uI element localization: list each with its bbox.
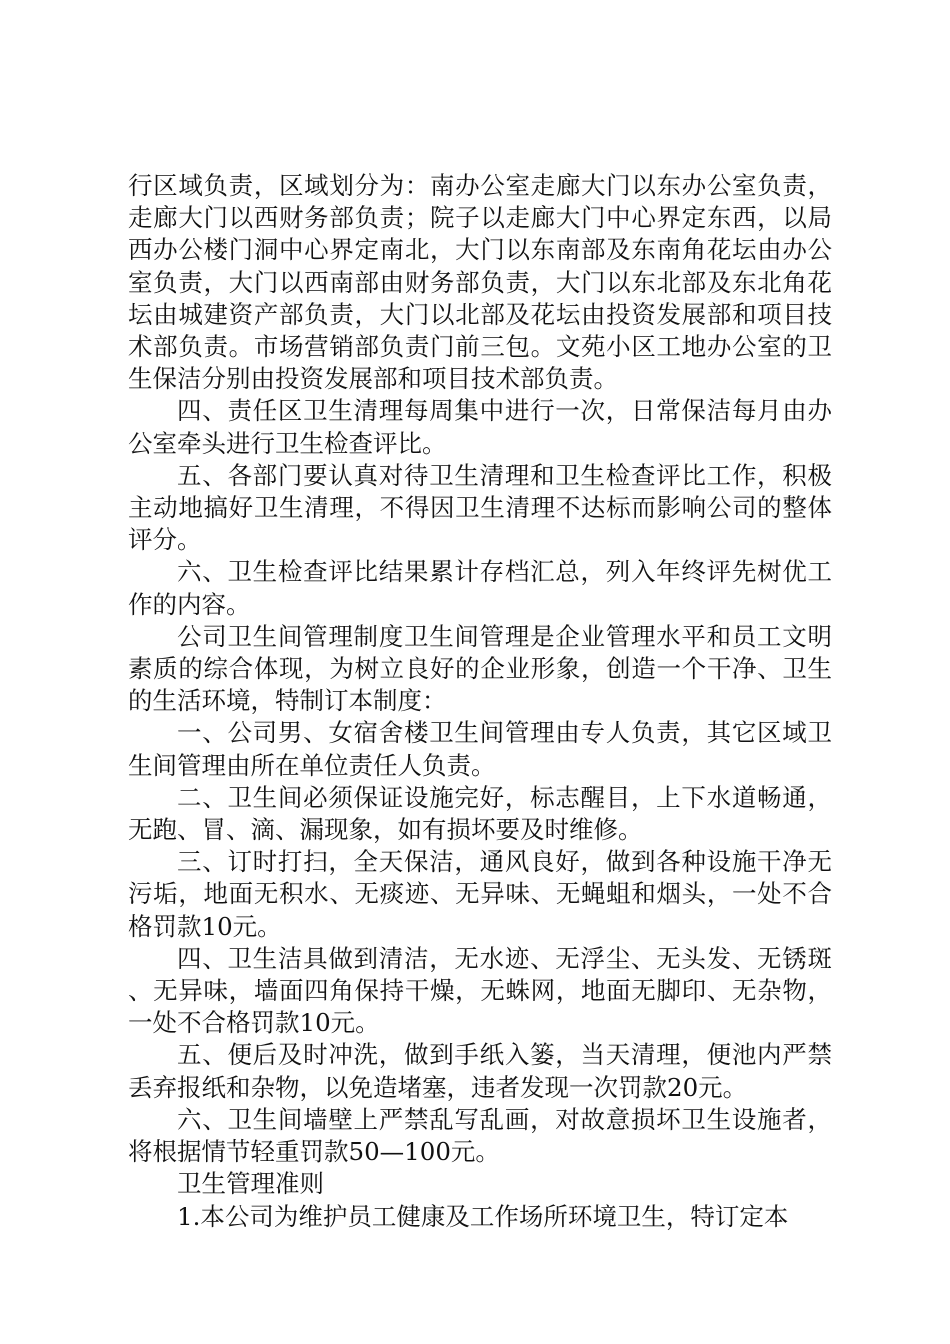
document-body: [128, 170, 832, 1233]
paragraph-item-4: 四、责任区卫生清理每周集中进行一次，日常保洁每月由办公室牵头进行卫生检查评比。: [128, 396, 832, 458]
paragraph-restroom-rule-1: 一、公司男、女宿舍楼卫生间管理由专人负责，其它区域卫生间管理由所在单位责任人负责。: [128, 718, 832, 780]
paragraph-restroom-rule-4: 四、卫生洁具做到清洁，无水迹、无浮尘、无头发、无锈斑、无异味，墙面四角保持干燥，无蛛网，地面无脚印、无杂物，一处不合格罚款10元。: [128, 943, 832, 1038]
paragraph-guideline-1: 1.本公司为维护员工健康及工作场所环境卫生，特订定本: [177, 1201, 789, 1231]
paragraph-restroom-rule-6: 六、卫生间墙壁上严禁乱写乱画，对故意损坏卫生设施者，将根据情节轻重罚款50—100元。: [128, 1104, 832, 1167]
paragraph-restroom-rule-2: 二、卫生间必须保证设施完好，标志醒目，上下水道畅通，无跑、冒、滴、漏现象，如有损坏要及时维修。: [128, 782, 832, 845]
paragraph-continuation: 行区域负责，区域划分为：南办公室走廊大门以东办公室负责，走廊大门以西财务部负责；院子以走廊大门中心界定东西，以局西办公楼门洞中心界定南北，大门以东南部及东南角花坛由办公室负责，大门以西南部由财务部负责，大门以东北部及东北角花坛由城建资产部负责，大门以北部及花坛由投资发展部和项目技术部负责。市场营销部负责门前三包。文苑小区工地办公室的卫生保洁分别由投资发展部和项目技术部负责。: [128, 171, 832, 394]
paragraph-restroom-rule-3: 三、订时打扫，全天保洁，通风良好，做到各种设施干净无污垢，地面无积水、无痰迹、无异味、无蝇蛆和烟头，一处不合格罚款10元。: [128, 847, 832, 941]
paragraph-item-6: 六、卫生检查评比结果累计存档汇总，列入年终评先树优工作的内容。: [128, 557, 832, 619]
paragraph-item-5: 五、各部门要认真对待卫生清理和卫生检查评比工作，积极主动地搞好卫生清理，不得因卫生清理不达标而影响公司的整体评分。: [128, 460, 832, 555]
paragraph-restroom-intro: 公司卫生间管理制度卫生间管理是企业管理水平和员工文明素质的综合体现，为树立良好的企业形象，创造一个干净、卫生的生活环境，特制订本制度：: [128, 621, 832, 716]
section-heading: 卫生管理准则: [177, 1169, 324, 1199]
paragraph-restroom-rule-5: 五、便后及时冲洗，做到手纸入篓，当天清理，便池内严禁丢弃报纸和杂物，以免造堵塞，违者发现一次罚款20元。: [128, 1040, 832, 1102]
